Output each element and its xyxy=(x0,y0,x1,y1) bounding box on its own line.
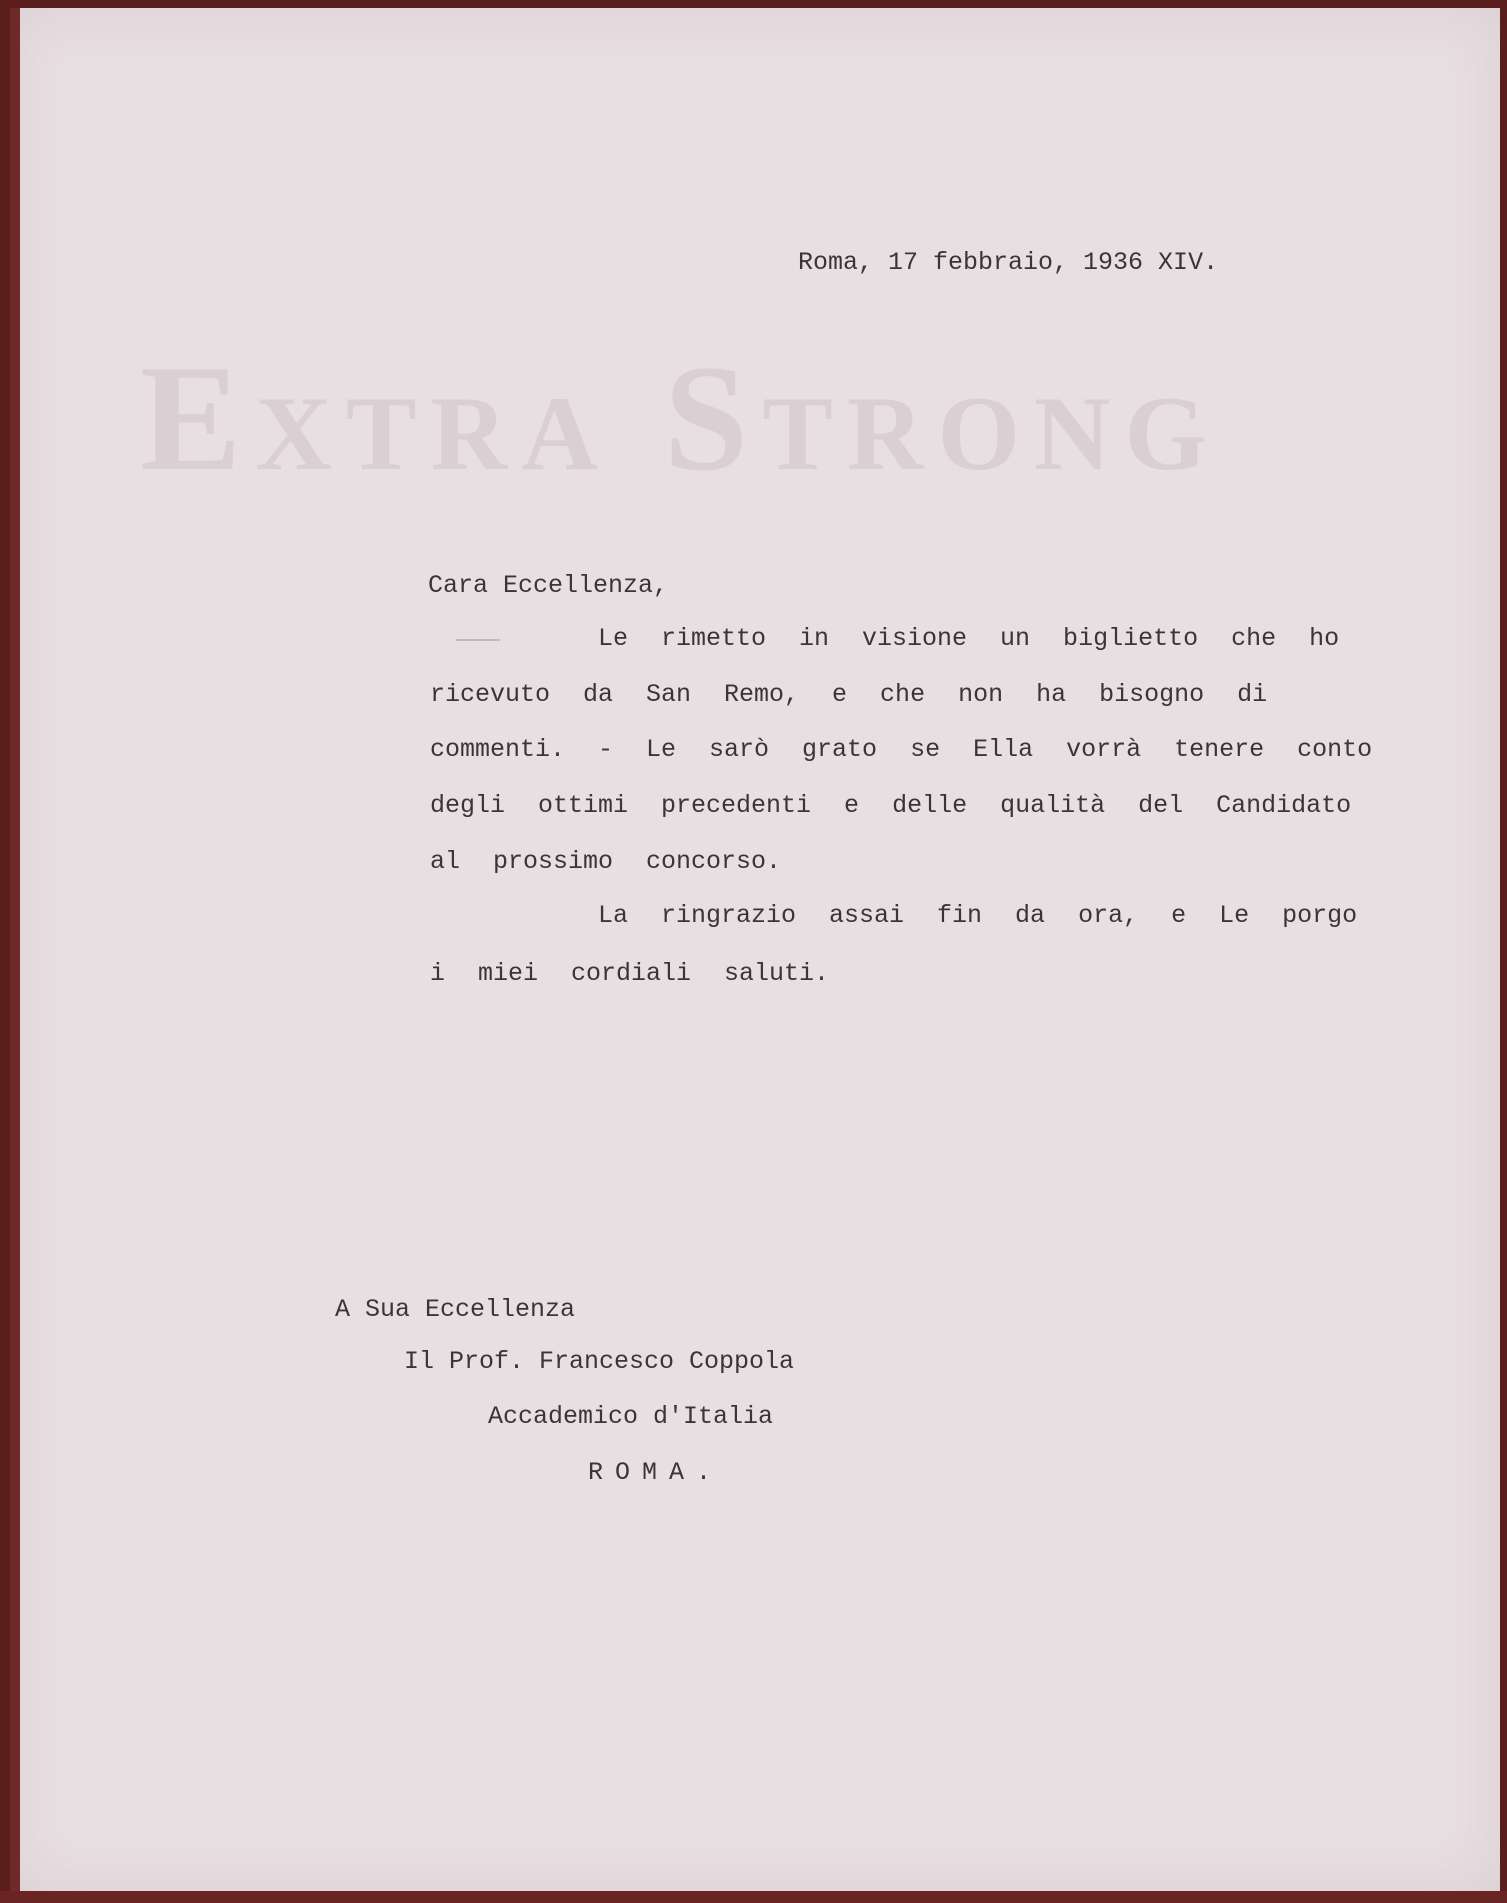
stray-mark xyxy=(456,639,500,641)
address-line: Il Prof. Francesco Coppola xyxy=(404,1347,795,1376)
body-line: al prossimo concorso. xyxy=(430,847,782,876)
address-line: Accademico d'Italia xyxy=(488,1402,774,1431)
scan-edge-left xyxy=(10,8,20,1893)
letter-salutation: Cara Eccellenza, xyxy=(428,571,669,600)
letter-sheet xyxy=(10,8,1500,1893)
body-line: i miei cordiali saluti. xyxy=(430,959,830,988)
body-line: degli ottimi precedenti e delle qualità del Candidato xyxy=(430,791,1352,820)
body-line: Le rimetto in visione un biglietto che ho xyxy=(598,624,1340,653)
body-line: La ringrazio assai fin da ora, e Le porgo xyxy=(598,901,1358,930)
address-line: A Sua Eccellenza xyxy=(335,1295,576,1324)
scan-edge-bottom xyxy=(0,1891,1507,1903)
letter-date: Roma, 17 febbraio, 1936 XIV. xyxy=(798,248,1219,277)
address-city: ROMA. xyxy=(588,1458,724,1487)
body-line: ricevuto da San Remo, e che non ha bisogno di xyxy=(430,680,1268,709)
paper-watermark: Extra Strong xyxy=(140,334,1221,502)
body-line: commenti. - Le sarò grato se Ella vorrà tenere conto xyxy=(430,735,1373,764)
